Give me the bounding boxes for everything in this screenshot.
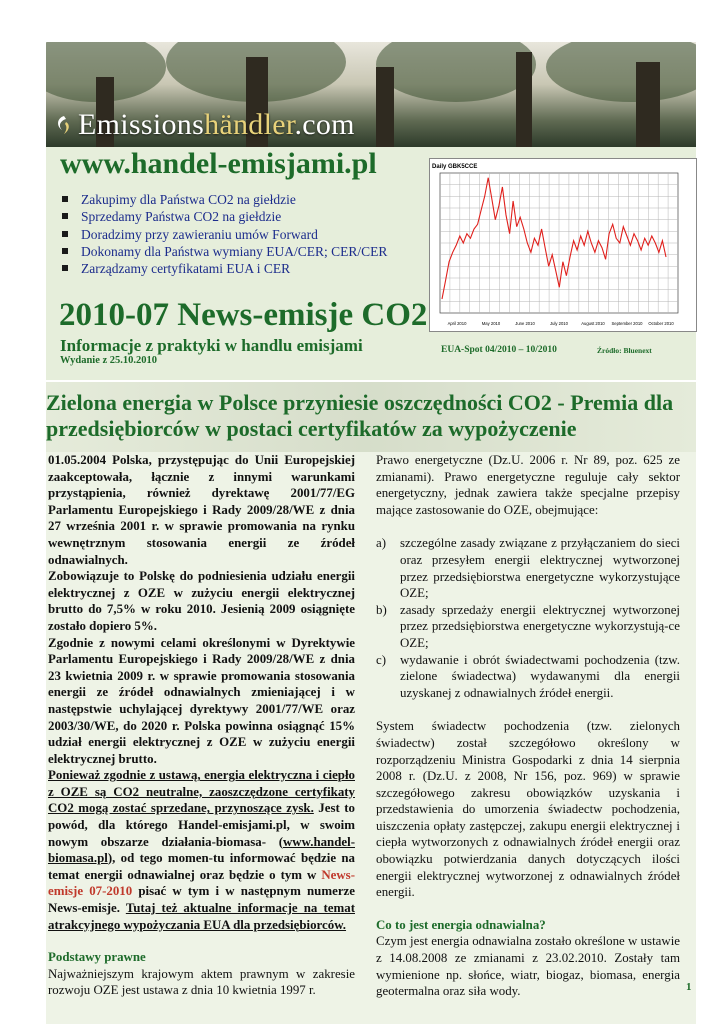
list-item (376, 652, 680, 702)
list-item-text: zasady sprzedaży energii elektrycznej wytworzonej przez przedsiębiorstwa energetyczne wykorzystują-ce OZE; (400, 602, 680, 650)
newsletter-title: 2010-07 News-emisje CO2 (59, 297, 428, 333)
list-item-label: b) (376, 602, 387, 617)
list-item-text: szczególne zasady związane z przyłączaniem do sieci oraz przesyłem energii elektrycznej wytworzonej przez przedsiębiorstwa energetyczne wykorzystujące OZE; (400, 536, 680, 601)
paragraph: System świadectw pochodzenia (tzw. zielonych świadectw) został szczegółowo określony w rozporządzeniu Ministra Gospodarki z dnia 14 sierpnia 2008 r. (Dz.U. z 2008, Nr 156, poz. 969) w sprawie szczegółowego zakresu obowiązków uzyskania i przedstawienia do umorzenia świadectw pochodzenia, uiszczenia opłaty zastępczej, zakupu energii elektrycznej i ciepła wytworzonych z odnawialnych źródeł energii oraz obowiązku potwierdzania danych dotyczących ilości energii elektrycznej wytworzonej z odnawialnych źródeł energii. (376, 719, 680, 900)
section-heading: Co to jest energia odnawialna? (376, 917, 546, 932)
service-item (62, 208, 387, 225)
service-item-label: Zakupimy dla Państwa CO2 na giełdzie (81, 192, 296, 207)
service-item (62, 260, 387, 277)
service-item (62, 191, 387, 208)
x-tick-label: June 2010 (515, 321, 535, 326)
list-item-label: a) (376, 536, 387, 551)
paragraph: Zobowiązuje to Polskę do podniesienia udziału energii elektrycznej z OZE w zużyciu energii elektrycznej brutto do 7,5% w roku 2010. Jesienią 2009 osiągnięte zostało dopiero 5%. (48, 569, 355, 633)
chart-canvas (430, 159, 696, 331)
logo-text-part1: Emissions (78, 108, 205, 141)
text-run: Jest to powód, dla którego Handel-emisjami.pl, w swoim nowym obszarze działania-biomasa- ( (48, 801, 355, 849)
paragraph: Prawo energetyczne (Dz.U. 2006 r. Nr 89, poz. 625 ze zmianami). Prawo energetyczne reguluje cały sektor energetyczny, jednak zawiera także specjalne przepisy mające zastosowanie do OZE, obejmujące: (376, 453, 680, 517)
service-item-label: Sprzedamy Państwa CO2 na giełdzie (81, 209, 282, 225)
paragraph: Zgodnie z nowymi celami określonymi w Dyrektywie Parlamentu Europejskiego i Rady 2009/28/WE z dnia 23 kwietnia 2009 r. w sprawie promowania stosowania energii ze źródeł odnawialnych zmieniającej i w następstwie uchylającej dyrektywy 2001/77/WE oraz 2003/30/WE, do 2020 r. Polska powinna osiągnąć 15% udział energii elektrycznej z OZE w zużyciu energii elektrycznej brutto. (48, 635, 355, 766)
biomasa-link[interactable]: www.handel-biomasa.pl (48, 834, 355, 866)
newsletter-subtitle: Informacje z praktyki w handlu emisjami (60, 336, 363, 355)
x-tick-label: May 2010 (481, 321, 501, 326)
logo-text-part3: .com (294, 108, 355, 141)
chart-source: Źródło: Bluenext (597, 346, 652, 355)
issue-date: Wydanie z 25.10.2010 (60, 355, 158, 366)
x-tick-label: October 2010 (648, 321, 674, 326)
paragraph: Najważniejszym krajowym aktem prawnym w zakresie rozwoju OZE jest ustawa z dnia 10 kwietnia 1997 r. (48, 966, 355, 998)
list-item-label: c) (376, 652, 387, 667)
article-right-column (376, 452, 680, 1000)
text-run: pisać w tym i w następnym numerze News-emisje. (48, 884, 355, 916)
highlight-text: News-emisje 07-2010 (48, 867, 355, 899)
x-tick-label: April 2010 (447, 321, 467, 326)
list-item-text: wydawanie i obrót świadectwami pochodzenia (tzw. zielone świadectwa) wydawanymi dla energii uzyskanej z odnawialnych źródeł energii. (400, 652, 680, 700)
bullet-square-icon (62, 196, 68, 202)
article-left-column (48, 452, 355, 999)
logo-text-part2: händler (204, 108, 295, 141)
underlined-text: Tutaj też aktualne informacje na temat atrakcyjnego wypożyczania EUA dla przedsiębiorców. (48, 901, 355, 932)
header-banner (46, 42, 696, 147)
site-url[interactable]: www.handel-emisjami.pl (60, 147, 377, 180)
bullet-square-icon (62, 248, 68, 254)
service-item-label: Dokonamy dla Państwa wymiany EUA/CER; CER/CER (81, 243, 388, 259)
list-item (376, 602, 680, 652)
chart-title: Daily GBK5CCE (432, 164, 478, 170)
list-item (376, 535, 680, 601)
service-item (62, 226, 387, 243)
page-number: 1 (686, 981, 692, 993)
section-heading: Podstawy prawne (48, 950, 146, 965)
service-item-label: Zarządzamy certyfikatami EUA i CER (81, 261, 291, 277)
chart-caption: EUA-Spot 04/2010 – 10/2010 (441, 345, 557, 355)
bullet-square-icon (62, 213, 68, 219)
paragraph: Czym jest energia odnawialna zostało określone w ustawie z 14.08.2008 ze zmianami z 23.02.2010. Zostały tam wymienione np. słońce, wiatr, biogaz, biomasa, energia geotermalna oraz siła wody. (376, 934, 680, 999)
text-run: ), od tego momen-tu informować będzie na temat energii odnawialnej oraz będzie o tym w (48, 851, 355, 882)
service-item-label: Doradzimy przy zawieraniu umów Forward (81, 226, 318, 242)
paragraph (48, 767, 355, 933)
article-title: Zielona energia w Polsce przyniesie oszczędności CO2 - Premia dla przedsiębiorców w postaci certyfikatów za wypożyczenie (46, 390, 674, 441)
bullet-square-icon (62, 231, 68, 237)
x-tick-label: July 2010 (550, 321, 568, 326)
eua-price-chart (429, 158, 697, 332)
services-list (62, 191, 387, 277)
service-item (62, 243, 387, 260)
underlined-text: Ponieważ zgodnie z ustawą, energia elektryczna i ciepło z OZE są CO2 neutralne, zaoszczędzone certyfikaty CO2 mogą zostać sprzedane, przynoszące zysk. (48, 768, 355, 816)
leaf-swirl-icon (54, 114, 74, 136)
bullet-square-icon (62, 265, 68, 271)
paragraph: 01.05.2004 Polska, przystępując do Unii Europejskiej zaakceptowała, łącznie z innymi warunkami przystąpienia, również dyrektawę 2001/77/EG Parlamentu Europejskiego i Rady 2009/28/WE z dnia 27 września 2001 r. w sprawie promowania na rynku wewnętrznym stosowania energii ze źródeł odnawialnych. (48, 453, 355, 567)
x-tick-label: September 2010 (611, 321, 643, 326)
x-tick-label: August 2010 (581, 321, 605, 326)
logo (54, 108, 355, 142)
